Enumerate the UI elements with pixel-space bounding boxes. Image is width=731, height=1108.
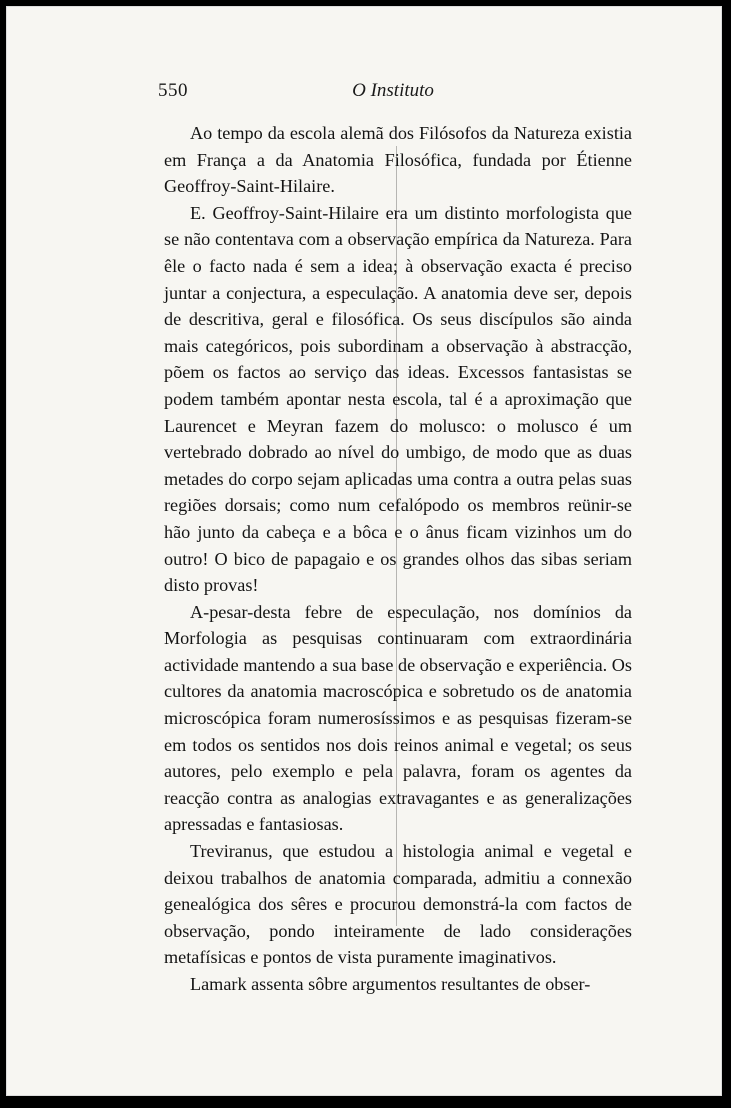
paragraph: A-pesar-desta febre de especulação, nos domínios da Morfologia as pesquisas continuaram com extraordinária actividade mantendo a sua base de observação e experiência. Os cultores da anatomia macroscópica e sobretudo os de anatomia microscópica foram numerosíssimos e as pesquisas fizeram-se em todos os sentidos nos dois reinos animal e vegetal; os seus autores, pelo exemplo e pela palavra, foram os agentes da reacção contra as analogias extravagantes e as generalizações apressadas e fantasiosas. [164,601,632,835]
paragraph: Ao tempo da escola alemã dos Filósofos da Natureza existia em França a da Anatomia Filosófica, fundada por Étienne Geoffroy-Saint-Hilaire. [164,123,632,197]
running-title: O Instituto [352,80,434,101]
book-page [6,6,722,1096]
page-header [158,80,628,108]
paragraph: Lamark assenta sôbre argumentos resultantes de obser- [190,974,591,994]
paragraph: Treviranus, que estudou a histologia animal e vegetal e deixou trabalhos de anatomia comparada, admitiu a connexão genealógica dos sêres e procurou demonstrá-la com factos de observação, pondo inteiramente de lado considerações metafísicas e pontos de vista puramente imaginativos. [164,841,632,968]
body-text [164,120,632,998]
paragraph: E. Geoffroy-Saint-Hilaire era um distinto morfologista que se não contentava com a observação empírica da Natureza. Para êle o facto nada é sem a idea; à observação exacta é preciso juntar a conjectura, a especulação. A anatomia deve ser, depois de descritiva, geral e filosófica. Os seus discípulos são ainda mais categóricos, pois subordinam a observação à abstracção, põem os factos ao serviço das ideas. Excessos fantasistas se podem também apontar nesta escola, tal é a aproximação que Laurencet e Meyran fazem do molusco: o molusco é um vertebrado dobrado ao nível do umbigo, de modo que as duas metades do corpo sejam aplicadas uma contra a outra pelas suas regiões dorsais; como num cefalópodo os membros reünir-se hão junto da cabeça e a bôca e o ânus ficam vizinhos um do outro! O bico de papagaio e os grandes olhos das sibas seriam disto provas! [164,202,632,596]
page-number: 550 [158,80,188,101]
